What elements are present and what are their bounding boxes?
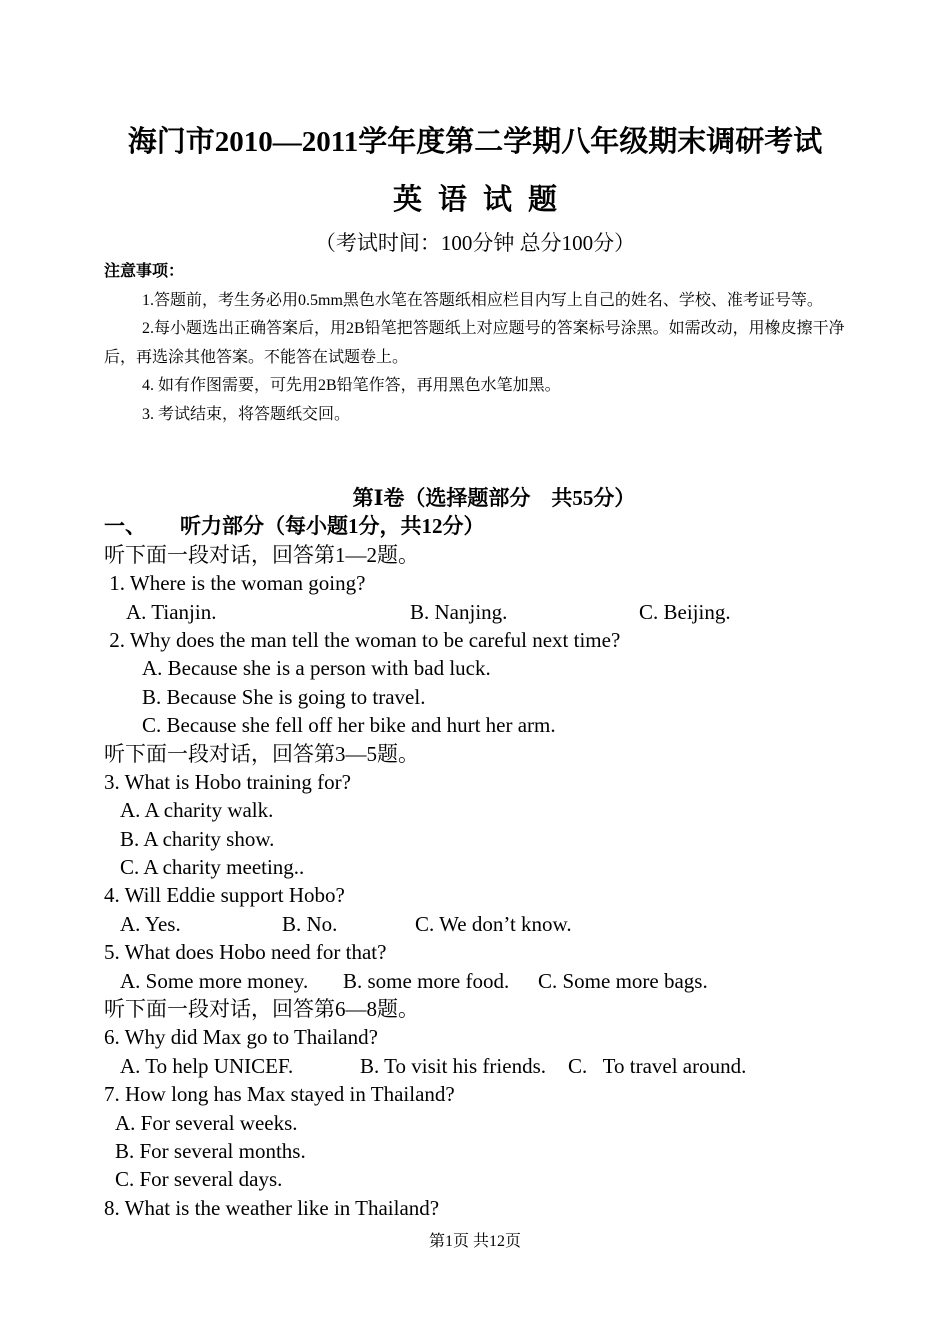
question-3: 3. What is Hobo training for?: [104, 769, 351, 794]
notice-item-3: 4. 如有作图需要，可先用2B铅笔作答，再用黑色水笔加黑。: [142, 377, 561, 394]
option-b: B. some more food.: [343, 968, 510, 993]
question-4: 4. Will Eddie support Hobo?: [104, 883, 345, 908]
notice-title: 注意事项：: [104, 263, 185, 280]
option-a: A. Yes.: [120, 911, 181, 936]
question-4-options: [104, 910, 884, 938]
page-footer: 第1页 共12页: [428, 1233, 521, 1250]
option-b: B. For several months.: [115, 1138, 306, 1163]
part-number: 一、: [104, 514, 146, 539]
question-6-options: [104, 1052, 884, 1080]
question-8: 8. What is the weather like in Thailand?: [104, 1195, 440, 1220]
option-b: B. Because She is going to travel.: [142, 684, 426, 709]
exam-title: 海门市2010—2011学年度第二学期八年级期末调研考试: [127, 126, 823, 158]
notice-item-4: 3. 考试结束，将答题纸交回。: [142, 405, 351, 423]
option-c: C. Because she fell off her bike and hurt her arm.: [142, 713, 556, 738]
option-a: A. Because she is a person with bad luck.: [142, 656, 491, 681]
question-1: 1. Where is the woman going?: [104, 571, 366, 596]
option-c: C. To travel around.: [568, 1053, 747, 1078]
option-c: C. We don’t know.: [415, 911, 572, 936]
part-title: [104, 512, 884, 540]
option-a: A. Tianjin.: [126, 599, 217, 624]
question-1-options: [104, 598, 884, 626]
dialogue-instruction-3: 听下面一段对话，回答第6―8题。: [104, 997, 419, 1022]
dialogue-instruction-2: 听下面一段对话，回答第3―5题。: [104, 741, 419, 766]
option-c: C. A charity meeting..: [120, 855, 305, 880]
option-c: C. Some more bags.: [538, 968, 708, 993]
question-5-options: [104, 967, 884, 995]
option-a: A. For several weeks.: [115, 1110, 298, 1135]
question-2: 2. Why does the man tell the woman to be careful next time?: [104, 627, 621, 652]
question-5: 5. What does Hobo need for that?: [104, 940, 387, 965]
notice-section: [104, 258, 864, 429]
notice-item-1: 1.答题前，考生务必用0.5mm黑色水笔在答题纸相应栏目内写上自己的姓名、学校、准考证号等。: [142, 291, 823, 309]
question-6: 6. Why did Max go to Thailand?: [104, 1025, 378, 1050]
question-section: [104, 484, 884, 1222]
notice-item-2: 2.每小题选出正确答案后，用2B铅笔把答题纸上对应题号的答案标号涂黑。如需改动，用橡皮擦干净后，再选涂其他答案。不能答在试题卷上。: [104, 320, 845, 366]
exam-time-info: （考试时间：100分钟 总分100分）: [314, 231, 636, 255]
option-b: B. Nanjing.: [410, 599, 508, 624]
option-b: B. A charity show.: [120, 826, 275, 851]
option-c: C. For several days.: [115, 1167, 283, 1192]
option-b: B. No.: [282, 911, 338, 936]
option-b: B. To visit his friends.: [360, 1053, 546, 1078]
part-name: 听力部分（每小题1分，共12分）: [180, 514, 485, 539]
option-c: C. Beijing.: [639, 599, 731, 624]
option-a: A. Some more money.: [120, 968, 309, 993]
dialogue-instruction-1: 听下面一段对话，回答第1―2题。: [104, 542, 419, 567]
question-7: 7. How long has Max stayed in Thailand?: [104, 1082, 455, 1107]
volume-title: 第Ⅰ卷（选择题部分 共55分）: [352, 486, 636, 510]
option-a: A. A charity walk.: [120, 798, 274, 823]
option-a: A. To help UNICEF.: [120, 1053, 294, 1078]
exam-subject: 英语试题: [392, 184, 573, 216]
